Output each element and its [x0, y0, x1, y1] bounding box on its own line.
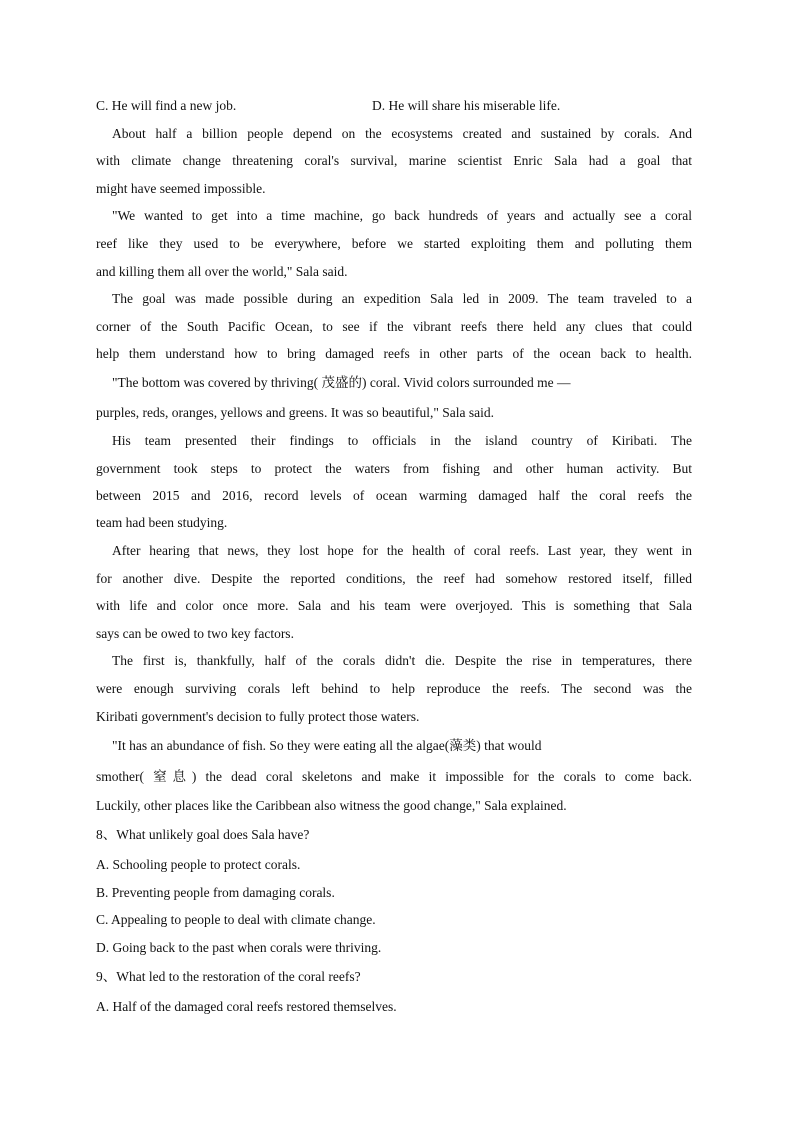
prev-option-d: D. He will share his miserable life. — [372, 98, 561, 113]
passage-line: for another dive. Despite the reported conditions, the reef had somehow restored itself, filled — [96, 571, 692, 586]
passage-line: "We wanted to get into a time machine, go back hundreds of years and actually see a coral — [112, 208, 692, 223]
prev-option-c: C. He will find a new job. — [96, 98, 237, 113]
question-8-option-c: C. Appealing to people to deal with climate change. — [96, 912, 376, 927]
question-8-option-a: A. Schooling people to protect corals. — [96, 857, 301, 872]
passage-line: corner of the South Pacific Ocean, to see if the vibrant reefs there held any clues that could — [96, 319, 692, 334]
passage-line: says can be owed to two key factors. — [96, 626, 294, 641]
passage-line: reef like they used to be everywhere, before we started exploiting them and polluting them — [96, 236, 692, 251]
passage-line: with life and color once more. Sala and his team were overjoyed. This is something that Sala — [96, 598, 692, 613]
question-9-stem: 9、What led to the restoration of the coral reefs? — [96, 969, 361, 984]
passage-line: were enough surviving corals left behind to help reproduce the reefs. The second was the — [96, 681, 692, 696]
passage-line: government took steps to protect the waters from fishing and other human activity. But — [96, 461, 692, 476]
passage-line: team had been studying. — [96, 515, 228, 530]
passage-line: After hearing that news, they lost hope for the health of coral reefs. Last year, they went in — [112, 543, 692, 558]
passage-line: between 2015 and 2016, record levels of ocean warming damaged half the coral reefs the — [96, 488, 692, 503]
question-8-stem: 8、What unlikely goal does Sala have? — [96, 827, 310, 842]
passage-line: help them understand how to bring damaged reefs in other parts of the ocean back to health. — [96, 346, 692, 361]
passage-line: with climate change threatening coral's survival, marine scientist Enric Sala had a goal that — [96, 153, 692, 168]
passage-line: "The bottom was covered by thriving( 茂盛的) coral. Vivid colors surrounded me — — [112, 375, 571, 390]
passage-line: Luckily, other places like the Caribbean also witness the good change," Sala explained. — [96, 798, 567, 813]
question-8-option-d: D. Going back to the past when corals were thriving. — [96, 940, 382, 955]
passage-line: About half a billion people depend on the ecosystems created and sustained by corals. And — [112, 126, 692, 141]
passage-line: The first is, thankfully, half of the corals didn't die. Despite the rise in temperatures, there — [112, 653, 692, 668]
passage-line: Kiribati government's decision to fully protect those waters. — [96, 709, 420, 724]
passage-line: smother( 窒息) the dead coral skeletons and make it impossible for the corals to come back. — [96, 769, 692, 784]
passage-line: His team presented their findings to officials in the island country of Kiribati. The — [112, 433, 692, 448]
passage-line: "It has an abundance of fish. So they were eating all the algae(藻类) that would — [112, 738, 542, 753]
passage-line: and killing them all over the world," Sala said. — [96, 264, 348, 279]
passage-line: purples, reds, oranges, yellows and greens. It was so beautiful," Sala said. — [96, 405, 495, 420]
question-9-option-a: A. Half of the damaged coral reefs restored themselves. — [96, 999, 397, 1014]
passage-line: The goal was made possible during an expedition Sala led in 2009. The team traveled to a — [112, 291, 692, 306]
question-8-option-b: B. Preventing people from damaging corals. — [96, 885, 335, 900]
passage-line: might have seemed impossible. — [96, 181, 266, 196]
